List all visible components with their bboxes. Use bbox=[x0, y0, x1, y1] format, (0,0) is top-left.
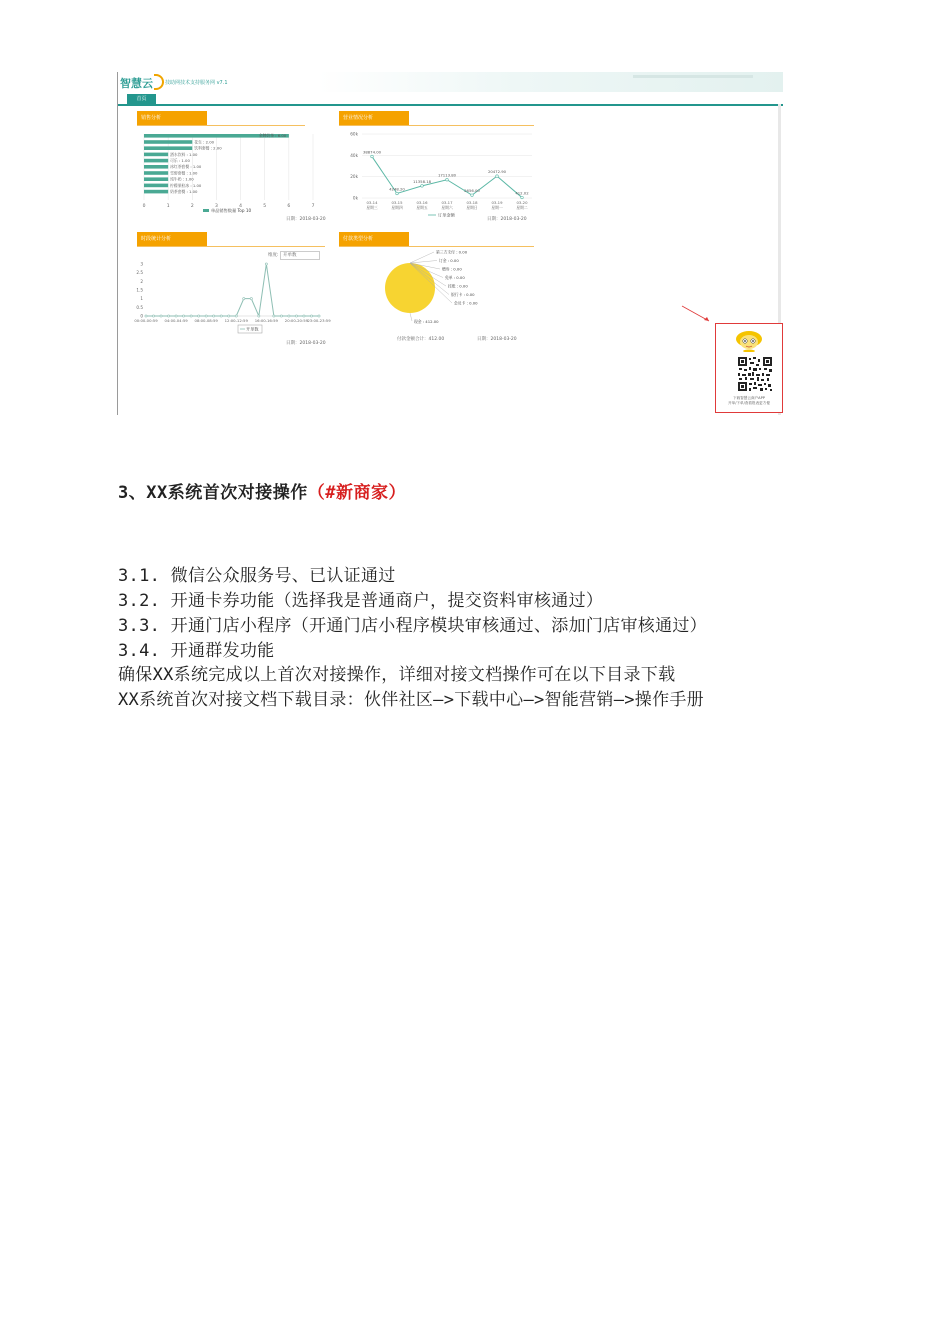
bar bbox=[144, 159, 168, 163]
x-tick-label: 03-20 bbox=[516, 200, 528, 205]
bar bbox=[144, 184, 168, 188]
pie-label: 第三方支付 : 0.00 bbox=[436, 249, 468, 255]
x-tick-label: 星期一 bbox=[491, 205, 503, 210]
x-tick-label: 3 bbox=[214, 204, 218, 209]
x-tick-label: 12:00-12:59 bbox=[224, 318, 248, 323]
divider bbox=[137, 125, 305, 126]
data-point bbox=[175, 315, 177, 317]
note-text: 确保XX系统完成以上首次对接操作，详细对接文档操作可在以下目录下载 bbox=[118, 665, 676, 685]
bar bbox=[144, 140, 192, 144]
qr-caption-1: 下载智慧云商户APP bbox=[733, 396, 765, 400]
x-tick-label: 2 bbox=[190, 204, 194, 209]
y-tick-label: 2.5 bbox=[136, 270, 143, 276]
payment-panel-title: 付款类型分析 bbox=[339, 232, 409, 246]
data-point bbox=[521, 196, 524, 199]
data-point bbox=[303, 315, 305, 317]
data-label: 11358.18 bbox=[412, 178, 432, 184]
y-tick-label: 60k bbox=[350, 131, 358, 137]
bar-label: 冰红茶套餐 : 1.00 bbox=[170, 164, 202, 170]
bar-label: 酒水饮料 : 1.00 bbox=[170, 151, 198, 157]
app-download-promo[interactable] bbox=[715, 323, 783, 413]
data-point bbox=[288, 315, 290, 317]
x-tick-label: 星期二 bbox=[516, 205, 528, 210]
data-label: 17113.80 bbox=[437, 172, 457, 178]
data-point bbox=[280, 315, 282, 317]
x-tick-label: 00:00-00:59 bbox=[134, 318, 158, 323]
y-tick-label: 1 bbox=[140, 296, 143, 302]
legend-label: 开单数 bbox=[246, 326, 259, 332]
list-item: 3.2. 开通卡券功能（选择我是普通商户，提交资料审核通过） bbox=[118, 591, 604, 611]
bar-label: 柠檬果粒冰 : 1.00 bbox=[170, 182, 202, 188]
data-point bbox=[258, 315, 260, 317]
data-point bbox=[396, 192, 399, 195]
data-point bbox=[145, 315, 147, 317]
x-tick-label: 03-18 bbox=[466, 200, 478, 205]
payment-date: 日期：2018-03-20 bbox=[477, 337, 517, 342]
bar-label: 可乐 : 1.00 bbox=[170, 158, 190, 163]
x-tick-label: 03-16 bbox=[416, 200, 428, 205]
dashboard-screenshot bbox=[117, 72, 783, 415]
x-tick-label: 6 bbox=[287, 204, 291, 209]
y-tick-label: 3 bbox=[140, 261, 143, 267]
heading-tag: （#新商家） bbox=[307, 483, 406, 503]
leader-line bbox=[410, 313, 412, 321]
bar-label: 饮料套餐 : 2.00 bbox=[194, 145, 222, 151]
logo-mark-icon bbox=[154, 74, 164, 90]
x-tick-label: 4 bbox=[239, 204, 243, 209]
section-heading bbox=[118, 478, 406, 503]
x-tick-label: 1 bbox=[166, 204, 170, 209]
legend-swatch bbox=[203, 209, 209, 212]
pie-label: 赠券 : 0.00 bbox=[442, 266, 462, 272]
top-right-user-info bbox=[633, 75, 753, 78]
list-item: 3.1. 微信公众服务号、已认证通过 bbox=[118, 566, 396, 586]
sales-date: 日期：2018-03-20 bbox=[286, 217, 326, 222]
y-tick-label: 2 bbox=[140, 278, 143, 284]
pie-label: 订金 : 0.00 bbox=[439, 257, 459, 263]
data-point bbox=[265, 263, 267, 265]
x-tick-label: 08:00-08:59 bbox=[194, 318, 218, 323]
bar-label: 雪碧套餐 : 1.00 bbox=[170, 170, 198, 176]
dimension-label: 维度: bbox=[268, 253, 279, 258]
y-tick-label: 0.5 bbox=[136, 304, 143, 310]
series-line bbox=[146, 264, 319, 316]
bar-label: 花生 : 2.00 bbox=[194, 139, 215, 145]
list-item: 3.4. 开通群发功能 bbox=[118, 641, 275, 661]
y-tick-label: 20k bbox=[350, 174, 358, 180]
business-date: 日期：2018-03-20 bbox=[487, 217, 527, 222]
bar-label: 纯牛奶 : 1.00 bbox=[170, 176, 194, 182]
app-subtitle: 技助网技术支持服务网 v7.1 bbox=[165, 80, 228, 86]
pie-label: 现金 : 412.00 bbox=[414, 319, 439, 324]
divider bbox=[137, 246, 325, 247]
data-point bbox=[496, 175, 499, 178]
data-point bbox=[295, 315, 297, 317]
leader-line bbox=[410, 252, 434, 263]
data-point bbox=[183, 315, 185, 317]
data-label: 4248.20 bbox=[389, 186, 405, 192]
y-tick-label: 40k bbox=[350, 152, 358, 158]
x-tick-label: 0 bbox=[142, 204, 146, 209]
x-tick-label: 23:00-23:59 bbox=[307, 318, 331, 323]
dimension-select[interactable]: 开单数 bbox=[280, 251, 320, 260]
data-point bbox=[250, 298, 252, 300]
top-bar bbox=[118, 72, 783, 92]
qr-caption-2: 开单/下单/查看报表更方便 bbox=[728, 401, 770, 405]
data-label: 412.02 bbox=[515, 190, 529, 196]
payment-pie-chart bbox=[340, 248, 540, 338]
y-tick-label: 0 bbox=[140, 313, 143, 319]
bar bbox=[144, 165, 168, 169]
time-panel-title: 时段统计分析 bbox=[137, 232, 207, 246]
data-point bbox=[190, 315, 192, 317]
data-point bbox=[167, 315, 169, 317]
x-tick-label: 5 bbox=[263, 204, 267, 209]
pie-label: 挂账 : 0.00 bbox=[448, 283, 468, 289]
time-line-chart bbox=[134, 248, 334, 344]
data-point bbox=[152, 315, 154, 317]
data-label: 20472.90 bbox=[487, 169, 507, 175]
y-tick-label: 1.5 bbox=[136, 287, 143, 293]
sales-panel-title: 销售分析 bbox=[137, 111, 207, 125]
bar-label: 金牌奶茶 : 6.00 bbox=[258, 133, 287, 139]
x-tick-label: 7 bbox=[311, 204, 315, 209]
x-tick-label: 16:00-16:59 bbox=[254, 318, 278, 323]
x-tick-label: 03-17 bbox=[441, 200, 453, 205]
data-point bbox=[310, 315, 312, 317]
data-point bbox=[273, 315, 275, 317]
data-point bbox=[446, 178, 449, 181]
data-point bbox=[235, 315, 237, 317]
payment-total: 付款金额合计：412.00 bbox=[397, 337, 445, 342]
x-tick-label: 03-15 bbox=[391, 200, 403, 205]
business-panel-title: 营业情况分析 bbox=[339, 111, 409, 125]
pie-label: 银行卡 : 0.00 bbox=[451, 291, 475, 297]
list-item: 3.3. 开通门店小程序（开通门店小程序模块审核通过、添加门店审核通过） bbox=[118, 616, 707, 636]
pie-label: 免单 : 0.00 bbox=[445, 274, 465, 280]
data-label: 2656.00 bbox=[464, 188, 480, 194]
x-tick-label: 星期六 bbox=[441, 205, 453, 210]
x-tick-label: 星期五 bbox=[416, 205, 428, 210]
data-point bbox=[198, 315, 200, 317]
tab-bar bbox=[118, 92, 783, 106]
bar bbox=[144, 146, 192, 150]
mascot-icon bbox=[734, 330, 764, 352]
data-label: 38874.00 bbox=[362, 149, 382, 155]
x-tick-label: 星期日 bbox=[466, 205, 478, 210]
tab-home[interactable]: 首页 bbox=[127, 94, 156, 104]
data-point bbox=[243, 298, 245, 300]
sales-bar-chart bbox=[138, 128, 338, 218]
brand-logo[interactable]: 智慧云 bbox=[120, 77, 153, 90]
data-point bbox=[371, 155, 374, 158]
data-point bbox=[213, 315, 215, 317]
data-point bbox=[421, 185, 424, 188]
legend-label: 订单金额 bbox=[438, 212, 455, 218]
x-tick-label: 04:00-04:59 bbox=[164, 318, 188, 323]
heading-main: 3、XX系统首次对接操作 bbox=[118, 483, 308, 503]
legend-label: 单品销售数量 Top 10 bbox=[211, 208, 252, 213]
download-path: XX系统首次对接文档下载目录：伙伴社区—>下载中心—>智能营销—>操作手册 bbox=[118, 690, 704, 710]
bar-label: 奶茶套餐 : 1.00 bbox=[170, 189, 198, 194]
data-point bbox=[471, 194, 474, 197]
data-point bbox=[160, 315, 162, 317]
bar bbox=[144, 177, 168, 181]
x-tick-label: 03-14 bbox=[366, 200, 378, 205]
divider bbox=[339, 246, 534, 247]
x-tick-label: 20:00-20:59 bbox=[284, 318, 309, 323]
divider bbox=[339, 125, 534, 126]
leader-line bbox=[410, 261, 437, 264]
x-tick-label: 03-19 bbox=[491, 200, 503, 205]
time-date: 日期：2018-03-20 bbox=[286, 341, 326, 346]
bar bbox=[144, 153, 168, 157]
x-tick-label: 星期三 bbox=[366, 205, 378, 210]
x-tick-label: 星期四 bbox=[391, 205, 403, 210]
qr-code-icon bbox=[737, 356, 773, 392]
bar bbox=[144, 190, 168, 194]
pie-label: 会员卡 : 0.00 bbox=[454, 300, 478, 306]
arrow-icon bbox=[681, 305, 711, 323]
y-tick-label: 0k bbox=[352, 195, 358, 201]
business-line-chart bbox=[340, 128, 540, 218]
data-point bbox=[205, 315, 207, 317]
data-point bbox=[220, 315, 222, 317]
data-point bbox=[318, 315, 320, 317]
data-point bbox=[228, 315, 230, 317]
bar bbox=[144, 171, 168, 175]
